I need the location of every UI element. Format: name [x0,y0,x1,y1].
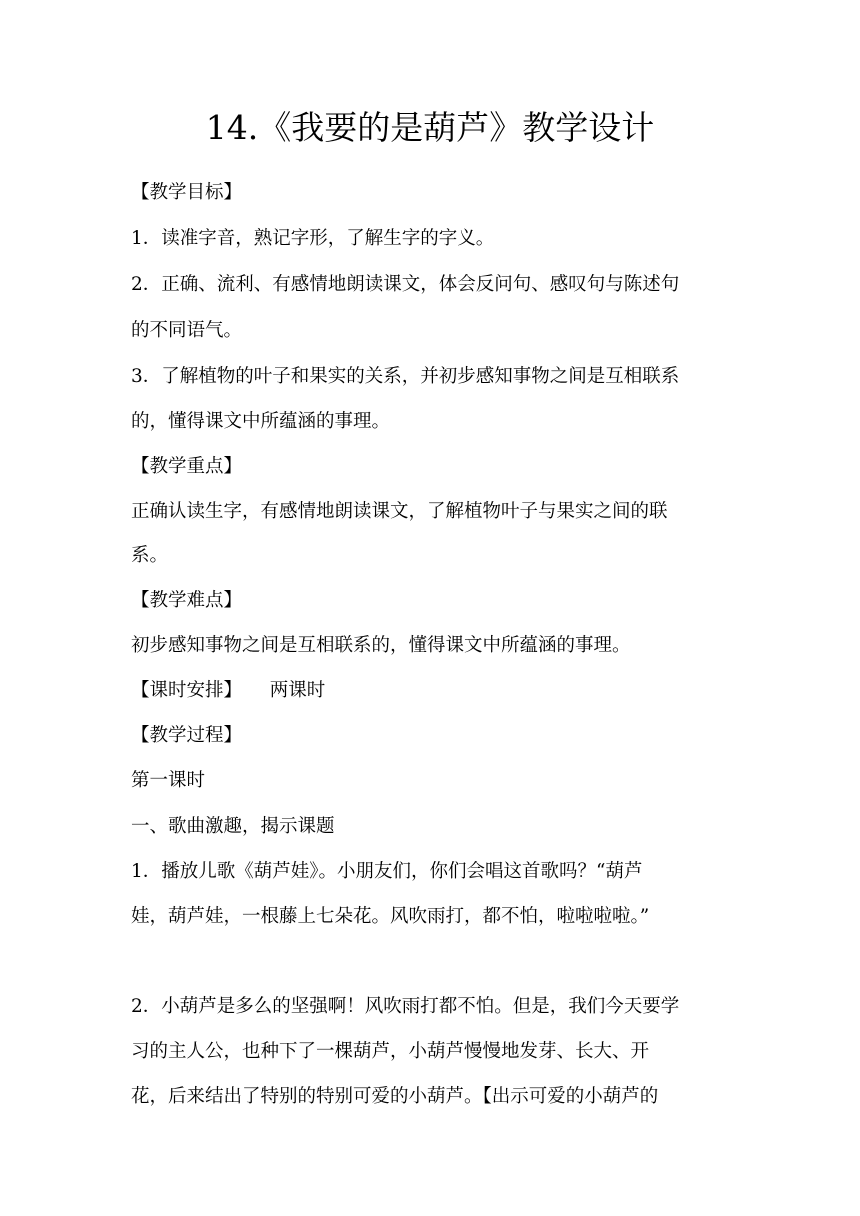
section-heading-objectives: 【教学目标】 [131,182,243,203]
objective-2-line-2: 的不同语气。 [131,320,243,341]
objective-3-line-1: 3．了解植物的叶子和果实的关系，并初步感知事物之间是互相联系 [131,366,680,387]
step-2-line-1: 2．小葫芦是多么的坚强啊！风吹雨打都不怕。但是，我们今天要学 [131,996,680,1017]
key-points-line-2: 系。 [131,545,169,566]
objective-1: 1．读准字音，熟记字形，了解生字的字义。 [131,228,495,249]
step-2-line-3: 花，后来结出了特别的特别可爱的小葫芦。【出示可爱的小葫芦的 [131,1086,659,1107]
step-1-line-2: 娃，葫芦娃，一根藤上七朵花。风吹雨打，都不怕，啦啦啦啦。” [131,906,650,927]
first-lesson-heading: 第一课时 [131,770,206,791]
step-1-line-1: 1．播放儿歌《葫芦娃》。小朋友们，你们会唱这首歌吗？“葫芦 [131,861,643,882]
objective-2-line-1: 2．正确、流利、有感情地朗读课文，体会反问句、感叹句与陈述句 [131,274,680,295]
step-one-heading: 一、歌曲激趣，揭示课题 [131,816,335,837]
schedule-line: 【课时安排】 两课时 [131,680,326,701]
difficulties-text: 初步感知事物之间是互相联系的，懂得课文中所蕴涵的事理。 [131,635,631,656]
section-heading-key-points: 【教学重点】 [131,456,243,477]
section-heading-difficulties: 【教学难点】 [131,590,243,611]
objective-3-line-2: 的，懂得课文中所蕴涵的事理。 [131,411,391,432]
step-2-line-2: 习的主人公，也种下了一棵葫芦，小葫芦慢慢地发芽、长大、开 [131,1041,650,1062]
document-title: 14.《我要的是葫芦》教学设计 [205,108,655,147]
section-heading-process: 【教学过程】 [131,725,243,746]
key-points-line-1: 正确认读生字，有感情地朗读课文，了解植物叶子与果实之间的联 [131,501,668,522]
